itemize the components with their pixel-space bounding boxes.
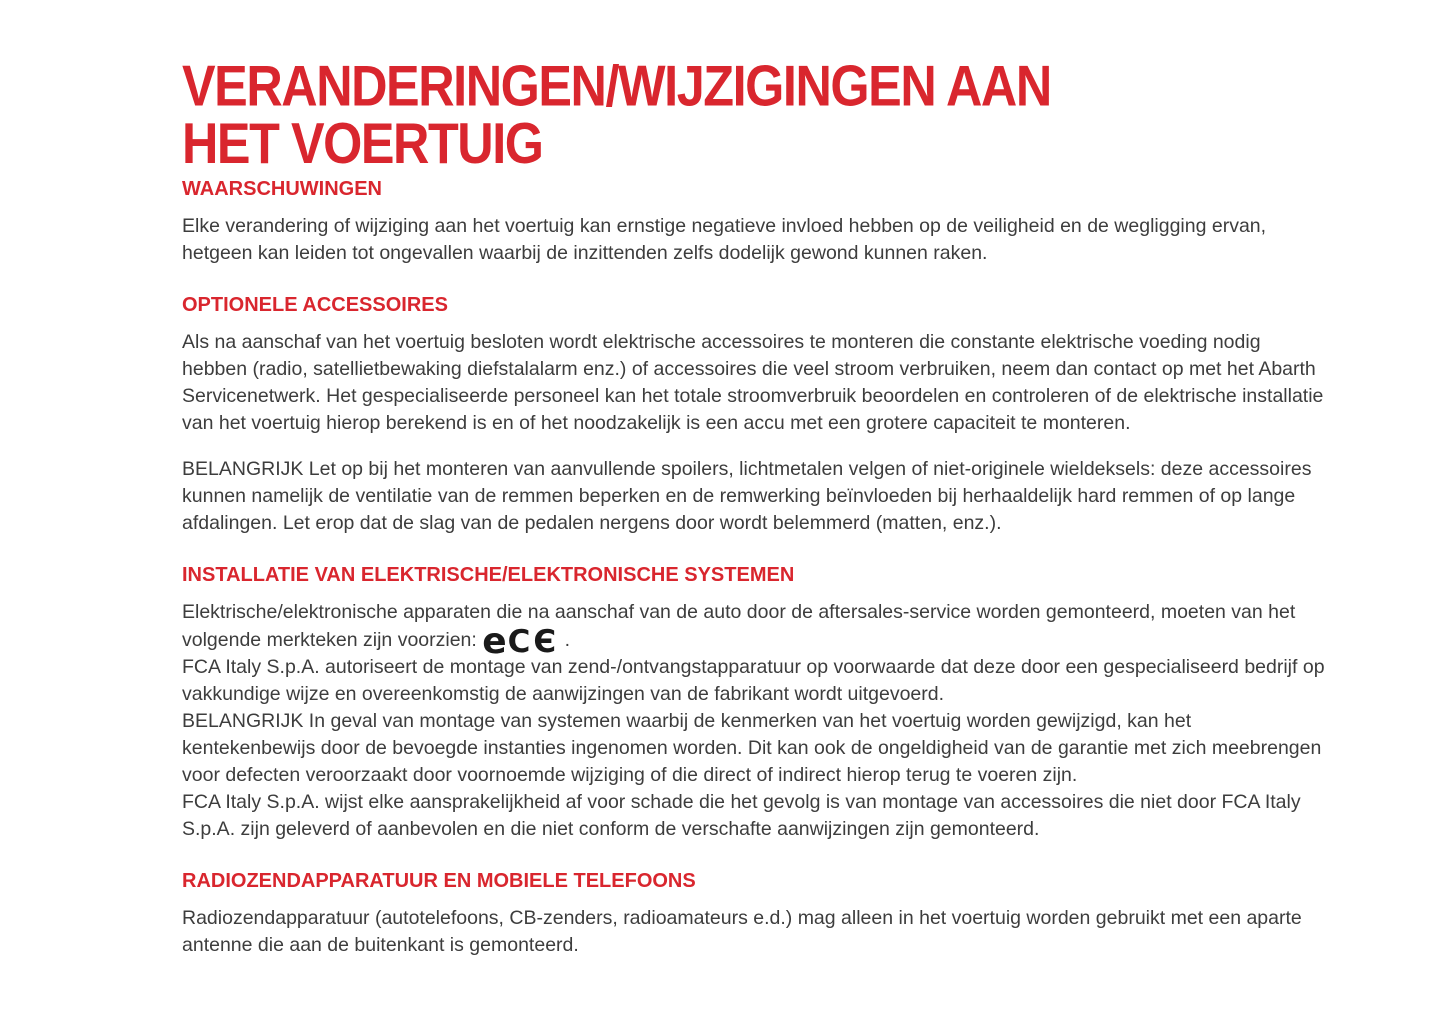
paragraph: FCA Italy S.p.A. wijst elke aansprakelijkheid af voor schade die het gevolg is van montage van accessoires die niet door FCA Italy S.p.A. zijn geleverd of aanbevolen en die niet conform de verschafte aanwijzingen zijn gemonteerd.: [182, 791, 1301, 840]
section-waarschuwingen: [182, 178, 1327, 267]
section-installatie-systemen: [182, 564, 1327, 843]
paragraph: Radiozendapparatuur (autotelefoons, CB-zenders, radioamateurs e.d.) mag alleen in het voertuig worden gebruikt met een aparte antenne die aan de buitenkant is gemonteerd.: [182, 907, 1302, 956]
ce-mark-icon: CЄ: [507, 624, 560, 660]
paragraph: Als na aanschaf van het voertuig besloten wordt elektrische accessoires te monteren die constante elektrische voeding nodig hebben (radio, satellietbewaking diefstalalarm enz.) of accessoires die veel stroom verbruiken, neem dan contact op met het Abarth Servicenetwerk. Het gespecialiseerde personeel kan het totale stroomverbruik beoordelen en controleren of de elektrische installatie van het voertuig hierop berekend is en of het noodzakelijk is een accu met een grotere capaciteit te monteren.: [182, 331, 1324, 434]
paragraph-belangrijk: BELANGRIJK Let op bij het monteren van aanvullende spoilers, lichtmetalen velgen of niet-originele wieldeksels: deze accessoires kunnen namelijk de ventilatie van de remmen beperken en de remwerking beïnvloeden bij herhaaldelijk hard remmen of op lange afdalingen. Let erop dat de slag van de pedalen nergens door wordt belemmerd (matten, enz.).: [182, 458, 1312, 534]
paragraph-belangrijk: BELANGRIJK In geval van montage van systemen waarbij de kenmerken van het voertuig worden gewijzigd, kan het kentekenbewijs door de bevoegde instanties ingenomen worden. Dit kan ook de ongeldigheid van de garantie met zich meebrengen voor defecten veroorzaakt door voornoemde wijziging of die direct of indirect hierop terug te voeren zijn.: [182, 710, 1322, 786]
paragraph: Elke verandering of wijziging aan het voertuig kan ernstige negatieve invloed hebben op de veiligheid en de wegligging ervan, hetgeen kan leiden tot ongevallen waarbij de inzittenden zelfs dodelijk gewond kunnen raken.: [182, 215, 1267, 264]
paragraph-text: Elektrische/elektronische apparaten die na aanschaf van de auto door de aftersales-service worden gemonteerd, moeten van het volgende merkteken zijn voorzien:: [182, 601, 1296, 651]
section-heading-installatie-systemen: INSTALLATIE VAN ELEKTRISCHE/ELEKTRONISCHE SYSTEMEN: [182, 564, 795, 586]
paragraph: FCA Italy S.p.A. autoriseert de montage van zend-/ontvangstapparatuur op voorwaarde dat deze door een gespecialiseerd bedrijf op vakkundige wijze en overeenkomstig de aanwijzingen van de fabrikant wordt uitgevoerd.: [182, 656, 1325, 705]
paragraph-with-approval-mark: [182, 599, 1327, 662]
section-heading-waarschuwingen: WAARSCHUWINGEN: [182, 178, 382, 200]
page-title-line-1: VERANDERINGEN/WIJZIGINGEN AAN: [182, 54, 1051, 119]
section-radiozendapparatuur: [182, 870, 1327, 959]
paragraph-text: .: [559, 629, 571, 651]
type-approval-mark: [482, 621, 560, 662]
page-title-line-2: HET VOERTUIG: [182, 112, 543, 176]
page-title: [182, 54, 1270, 176]
section-optionele-accessoires: [182, 294, 1327, 537]
section-heading-radiozendapparatuur: RADIOZENDAPPARATUUR EN MOBIELE TELEFOONS: [182, 870, 696, 892]
section-heading-optionele-accessoires: OPTIONELE ACCESSOIRES: [182, 294, 448, 316]
e-mark-icon: e: [482, 621, 508, 662]
